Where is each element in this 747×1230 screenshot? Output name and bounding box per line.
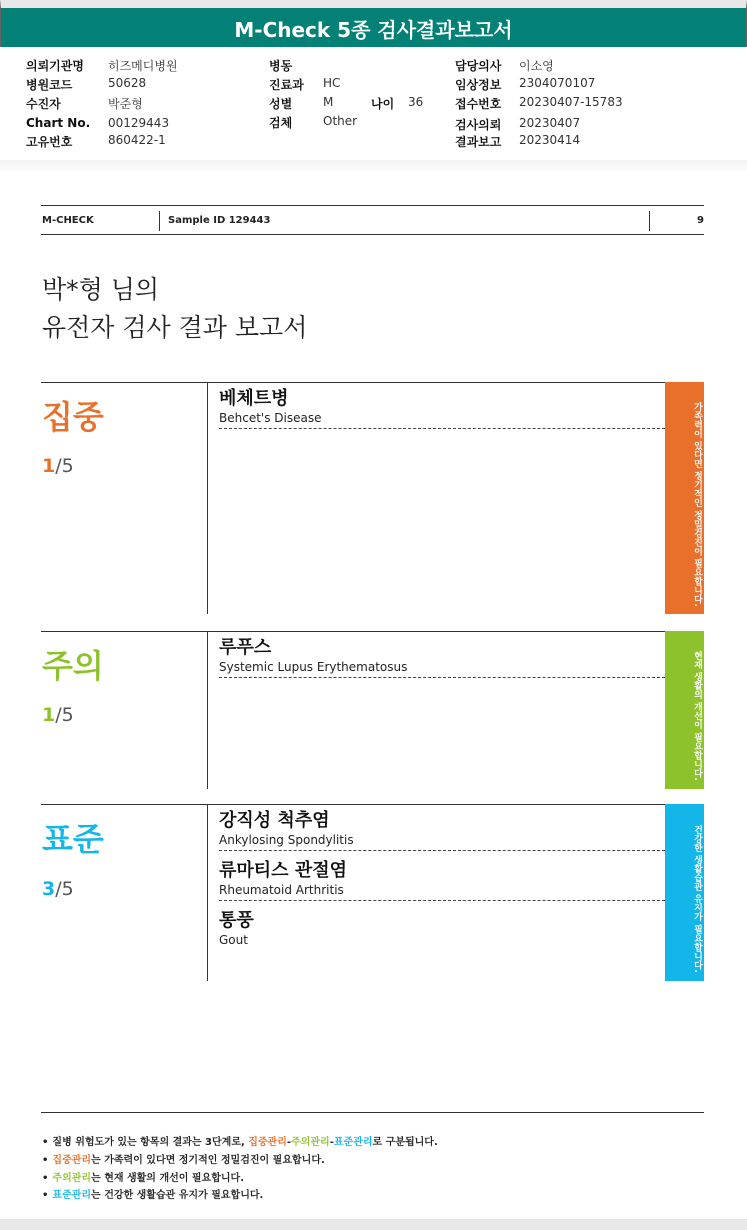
note-caution: 주의관리	[52, 1173, 92, 1184]
note-standard: 표준관리	[52, 1190, 92, 1201]
note-focus: 집중관리	[248, 1137, 287, 1148]
note-text: 는 가족력이 있다면 정기적인 정밀검진이 필요합니다.	[91, 1155, 325, 1166]
disease-name-ko: 통풍	[219, 910, 254, 931]
section-title-standard: 표준	[42, 820, 104, 858]
info-label: 검체	[269, 116, 293, 130]
info-label: 병원코드	[26, 78, 73, 92]
disease-name-ko: 베체트병	[219, 388, 289, 409]
side-bar-text: 가족력이 있다면 정기적인 정밀검진이 필요합니다.	[692, 401, 702, 607]
dashed-divider	[219, 428, 665, 429]
page-bottom-margin	[0, 1219, 747, 1230]
note-text: 질병 위험도가 있는 항목의 결과는 3단계로,	[52, 1137, 249, 1148]
info-value: 박준형	[108, 97, 143, 111]
note-levels	[42, 1133, 438, 1148]
bullet: •	[42, 1190, 49, 1201]
disease-name-ko: 류마티스 관절염	[219, 860, 347, 881]
header-rule-bottom	[41, 234, 704, 235]
info-label: 임상정보	[455, 78, 502, 92]
dashed-divider	[219, 677, 665, 678]
section-vline	[207, 804, 208, 981]
info-label: 나이	[371, 97, 395, 111]
sample-id: Sample ID 129443	[168, 215, 271, 226]
note-sep: -	[286, 1137, 292, 1148]
count-total: /5	[55, 455, 74, 477]
note-focus: 집중관리	[52, 1155, 92, 1166]
patient-info	[0, 47, 747, 165]
disease-item	[219, 810, 665, 851]
info-label: 의뢰기관명	[26, 59, 84, 73]
note-caution-desc	[42, 1169, 244, 1184]
info-value: 20230414	[519, 133, 581, 147]
section-rule	[41, 631, 665, 632]
side-bar-standard	[665, 804, 704, 981]
info-label: 고유번호	[26, 135, 73, 149]
info-value: 20230407	[519, 116, 581, 130]
section-title-focus: 집중	[42, 398, 104, 436]
note-standard-desc	[42, 1186, 263, 1201]
info-value: 2304070107	[519, 76, 596, 90]
side-bar-focus	[665, 382, 704, 614]
header-divider	[649, 211, 650, 231]
count-number: 3	[42, 878, 56, 900]
report-title-bar	[0, 0, 747, 47]
note-text: 로 구분됩니다.	[372, 1137, 438, 1148]
disease-name-en: Ankylosing Spondylitis	[219, 833, 354, 847]
note-text: 는 현재 생활의 개선이 필요합니다.	[91, 1173, 245, 1184]
page-number: 9	[697, 215, 704, 226]
section-divider	[0, 160, 747, 174]
section-rule	[41, 804, 665, 805]
count-number: 1	[42, 704, 56, 726]
disease-name-en: Rheumatoid Arthritis	[219, 883, 344, 897]
info-value: 히즈메디병원	[108, 59, 178, 73]
disease-item	[219, 860, 665, 901]
info-value: Other	[323, 114, 358, 128]
report-heading-line2: 유전자 검사 결과 보고서	[42, 313, 308, 342]
info-value: 20230407-15783	[519, 95, 623, 109]
info-value: 50628	[108, 76, 147, 90]
info-label: 접수번호	[455, 97, 502, 111]
info-value: M	[323, 95, 334, 109]
note-text: 는 건강한 생활습관 유지가 필요합니다.	[91, 1190, 264, 1201]
note-sep: -	[329, 1137, 334, 1148]
report-title: M-Check 5종 검사결과보고서	[234, 18, 513, 42]
section-vline	[207, 631, 208, 789]
bullet: •	[42, 1173, 49, 1184]
section-count	[42, 704, 74, 726]
info-label: 성별	[269, 97, 293, 111]
brand-label: M-CHECK	[42, 215, 94, 226]
disease-item	[219, 910, 665, 948]
info-label: 검사의뢰	[455, 118, 502, 132]
count-total: /5	[55, 704, 74, 726]
section-rule	[41, 382, 665, 383]
disease-name-en: Systemic Lupus Erythematosus	[219, 660, 408, 674]
info-value: 00129443	[108, 116, 170, 130]
side-bar-caution	[665, 631, 704, 789]
section-count	[42, 878, 74, 900]
info-value: 860422-1	[108, 133, 166, 147]
disease-name-en: Behcet's Disease	[219, 411, 322, 425]
disease-name-ko: 루푸스	[219, 637, 272, 658]
disease-item	[219, 388, 665, 429]
report-heading-line1: 박*형 님의	[42, 275, 160, 304]
header-rule-top	[41, 205, 704, 206]
info-label: 담당의사	[455, 59, 502, 73]
section-title-caution: 주의	[42, 647, 104, 685]
info-label: 진료과	[269, 78, 304, 92]
disease-name-en: Gout	[219, 933, 248, 947]
note-focus-desc	[42, 1151, 325, 1166]
dashed-divider	[219, 900, 665, 901]
info-value: 이소영	[519, 59, 554, 73]
info-value: 36	[408, 95, 424, 109]
note-standard: 표준관리	[333, 1137, 373, 1148]
note-caution: 주의관리	[291, 1137, 330, 1148]
section-count	[42, 455, 74, 477]
info-label: 수진자	[26, 97, 61, 111]
info-label: 결과보고	[455, 135, 502, 149]
footer-rule	[41, 1112, 704, 1113]
bullet: •	[42, 1155, 49, 1166]
dashed-divider	[219, 850, 665, 851]
info-label: 병동	[269, 59, 293, 73]
count-total: /5	[55, 878, 74, 900]
header-divider	[159, 211, 160, 231]
bullet: •	[42, 1137, 49, 1148]
disease-name-ko: 강직성 척추염	[219, 810, 330, 831]
disease-item	[219, 637, 665, 678]
side-bar-text: 현재 생활의 개선이 필요합니다.	[692, 651, 702, 781]
count-number: 1	[42, 455, 56, 477]
info-value: HC	[323, 76, 341, 90]
section-vline	[207, 382, 208, 614]
side-bar-text: 건강한 생활습관 유지가 필요합니다.	[692, 824, 702, 973]
info-label: Chart No.	[26, 116, 91, 130]
